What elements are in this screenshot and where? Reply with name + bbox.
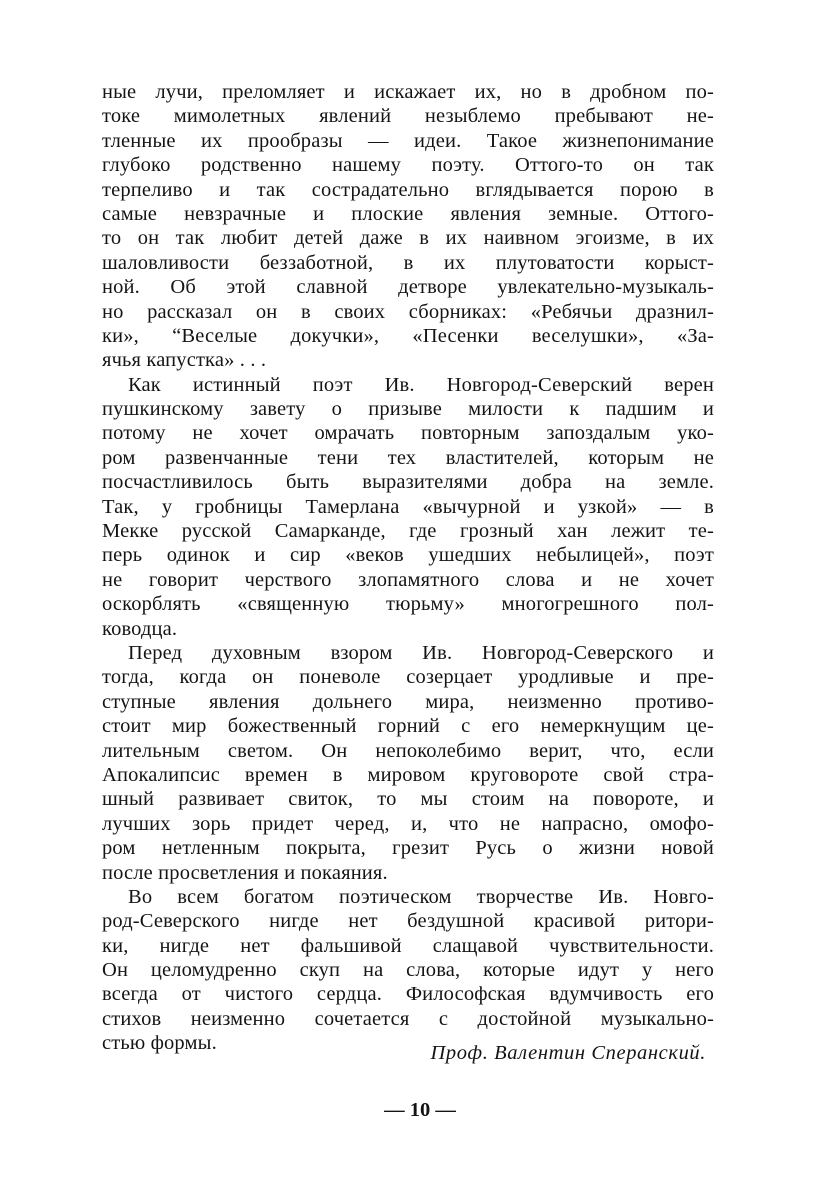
text-line: не говорит черствого злопамятного слова и не хочет bbox=[102, 568, 714, 591]
text-line: оскорблять «священную тюрьму» многогрешного пол- bbox=[102, 593, 714, 616]
text-line: род-Северского нигде нет бездушной красивой ритори- bbox=[102, 910, 714, 933]
text-line: самые невзрачные и плоские явления земные. Оттого- bbox=[102, 202, 714, 225]
text-line: всегда от чистого сердца. Философская вдумчивость его bbox=[102, 983, 714, 1006]
paragraph bbox=[102, 885, 714, 1056]
text-line: терпеливо и так сострадательно вглядывается порою в bbox=[102, 178, 714, 201]
text-line: стоит мир божественный горний с его немеркнущим це- bbox=[102, 715, 714, 738]
text-line: ки», “Веселые докучки», «Песенки веселушки», «За- bbox=[102, 324, 714, 347]
text-line: Во всем богатом поэтическом творчестве Ив. Новго- bbox=[128, 885, 714, 908]
text-line: потому не хочет омрачать повторным запоздалым уко- bbox=[102, 422, 714, 445]
text-line: стихов неизменно сочетается с достойной музыкально- bbox=[102, 1007, 714, 1030]
text-line: лучших зорь придет черед, и, что не напрасно, омофо- bbox=[102, 812, 714, 835]
text-line: ром нетленным покрыта, грезит Русь о жизни новой bbox=[102, 837, 714, 860]
text-line: ки, нигде нет фальшивой слащавой чувствительности. bbox=[102, 934, 714, 957]
text-line: глубоко родственно нашему поэту. Оттого-то он так bbox=[102, 154, 714, 177]
text-line: Так, у гробницы Тамерлана «вычурной и узкой» — в bbox=[102, 495, 714, 518]
paragraph bbox=[102, 641, 714, 885]
text-line: ячья капустка» . . . bbox=[102, 349, 267, 372]
text-line: шный развивает свиток, то мы стоим на повороте, и bbox=[102, 788, 714, 811]
text-line: ководца. bbox=[102, 617, 178, 640]
text-line: ной. Об этой славной детворе увлекательно-музыкаль- bbox=[102, 276, 714, 299]
text-line: токе мимолетных явлений незыблемо пребывают не- bbox=[102, 105, 714, 128]
text-line: Он целомудренно скуп на слова, которые идут у него bbox=[102, 959, 714, 982]
paragraph bbox=[102, 373, 714, 641]
text-line: тогда, когда он поневоле созерцает уродливые и пре- bbox=[102, 666, 714, 689]
text-line: перь одинок и сир «веков ушедших небылицей», поэт bbox=[102, 544, 714, 567]
text-line: но рассказал он в своих сборниках: «Ребячьи дразнил- bbox=[102, 300, 714, 323]
text-line: после просветления и покаяния. bbox=[102, 861, 388, 884]
text-line: Апокалипсис времен в мировом круговороте свой стра- bbox=[102, 763, 714, 786]
text-line: стью формы. bbox=[102, 1032, 217, 1055]
text-line: посчастливилось быть выразителями добра на земле. bbox=[102, 471, 714, 494]
author-signature: Проф. Валентин Сперанский. bbox=[430, 1042, 706, 1064]
paragraph bbox=[102, 80, 714, 373]
text-line: лительным светом. Он непоколебимо верит, что, если bbox=[102, 739, 714, 762]
text-line: то он так любит детей даже в их наивном эгоизме, в их bbox=[102, 227, 714, 250]
text-line: Перед духовным взором Ив. Новгород-Северского и bbox=[128, 641, 714, 664]
text-line: пушкинскому завету о призыве милости к падшим и bbox=[102, 398, 714, 421]
page-number: — 10 — bbox=[384, 1099, 456, 1121]
text-line: Мекке русской Самарканде, где грозный хан лежит те- bbox=[102, 520, 714, 543]
text-line: Как истинный поэт Ив. Новгород-Северский верен bbox=[128, 373, 714, 396]
text-line: тленные их прообразы — идеи. Такое жизнепонимание bbox=[102, 129, 714, 152]
text-line: ром развенчанные тени тех властителей, которым не bbox=[102, 446, 714, 469]
text-line: ступные явления дольнего мира, неизменно противо- bbox=[102, 690, 714, 713]
text-line: ные лучи, преломляет и искажает их, но в дробном по- bbox=[102, 81, 714, 103]
document-body bbox=[102, 80, 714, 1056]
text-line: шаловливости беззаботной, в их плутоватости корыст- bbox=[102, 251, 714, 274]
